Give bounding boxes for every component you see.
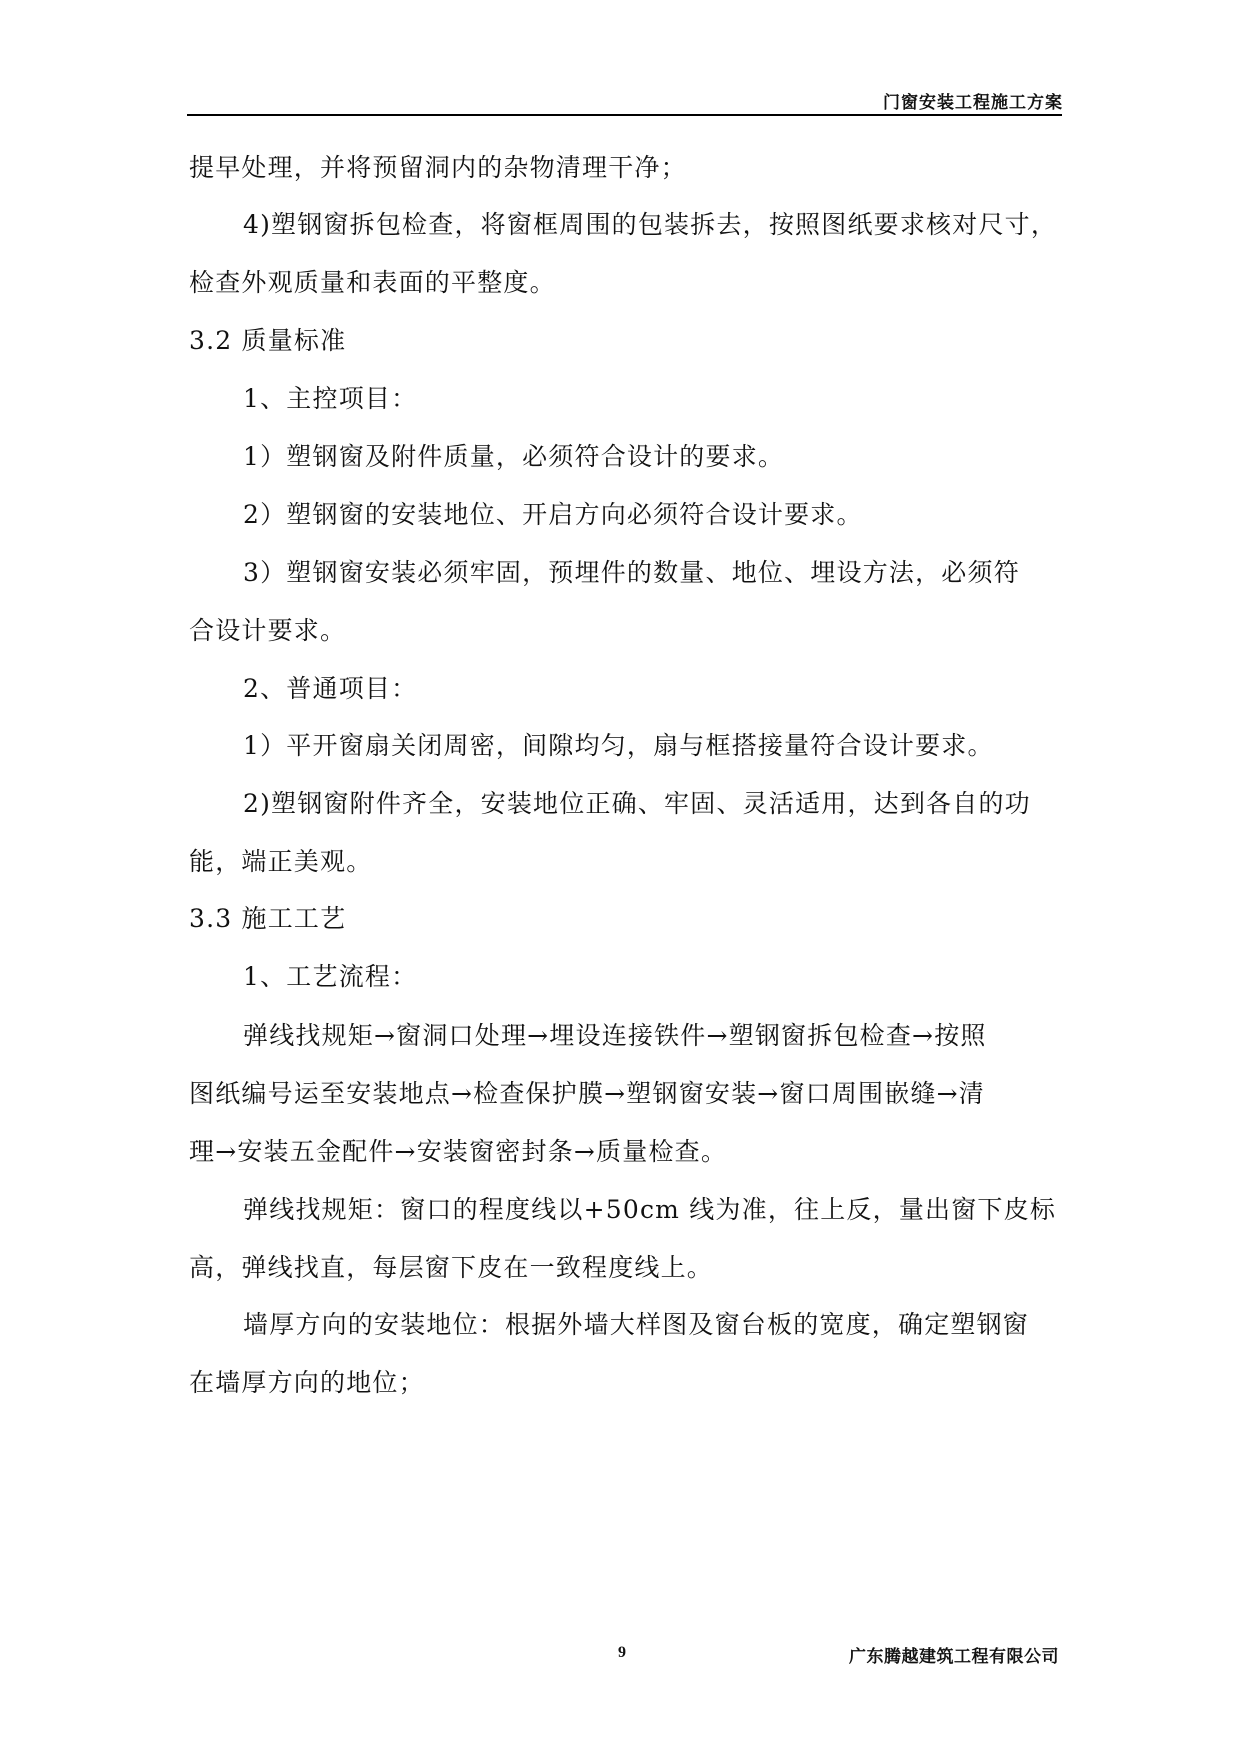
section-heading: 3.2 质量标准 xyxy=(189,326,347,355)
company-name: 广东腾越建筑工程有限公司 xyxy=(849,1647,1059,1667)
text-line: 理→安装五金配件→安装窗密封条→质量检查。 xyxy=(189,1137,728,1166)
text-line: 在墙厚方向的地位； xyxy=(189,1368,425,1397)
text-line: 弹线找规矩：窗口的程度线以+50cm 线为准，往上反，量出窗下皮标 xyxy=(243,1195,1057,1224)
text-line: 2)塑钢窗附件齐全，安装地位正确、牢固、灵活适用，达到各自的功 xyxy=(243,789,1031,818)
header-divider xyxy=(187,114,1062,116)
subsection-heading: 1、主控项目： xyxy=(243,384,418,413)
text-line: 弹线找规矩→窗洞口处理→埋设连接铁件→塑钢窗拆包检查→按照 xyxy=(243,1021,987,1050)
subsection-heading: 1、工艺流程： xyxy=(243,962,418,991)
text-line: 高，弹线找直，每层窗下皮在一致程度线上。 xyxy=(189,1253,714,1282)
document-title: 门窗安装工程施工方案 xyxy=(883,93,1063,113)
text-line: 墙厚方向的安装地位：根据外墙大样图及窗台板的宽度，确定塑钢窗 xyxy=(243,1310,1030,1339)
text-line: 检查外观质量和表面的平整度。 xyxy=(189,268,556,297)
text-line: 合设计要求。 xyxy=(189,616,347,645)
section-heading: 3.3 施工工艺 xyxy=(189,904,347,933)
text-line: 2）塑钢窗的安装地位、开启方向必须符合设计要求。 xyxy=(243,500,863,529)
text-line: 提早处理，并将预留洞内的杂物清理干净； xyxy=(189,153,687,182)
text-line: 1）塑钢窗及附件质量，必须符合设计的要求。 xyxy=(243,442,785,471)
page-number: 9 xyxy=(618,1644,626,1661)
text-line: 能，端正美观。 xyxy=(189,847,373,876)
subsection-heading: 2、普通项目： xyxy=(243,674,418,703)
text-line: 4)塑钢窗拆包检查，将窗框周围的包装拆去，按照图纸要求核对尺寸， xyxy=(243,210,1058,239)
text-line: 1）平开窗扇关闭周密，间隙均匀，扇与框搭接量符合设计要求。 xyxy=(243,731,994,760)
text-line: 图纸编号运至安装地点→检查保护膜→塑钢窗安装→窗口周围嵌缝→清 xyxy=(189,1079,985,1108)
text-line: 3）塑钢窗安装必须牢固，预埋件的数量、地位、埋设方法，必须符 xyxy=(243,558,1020,587)
